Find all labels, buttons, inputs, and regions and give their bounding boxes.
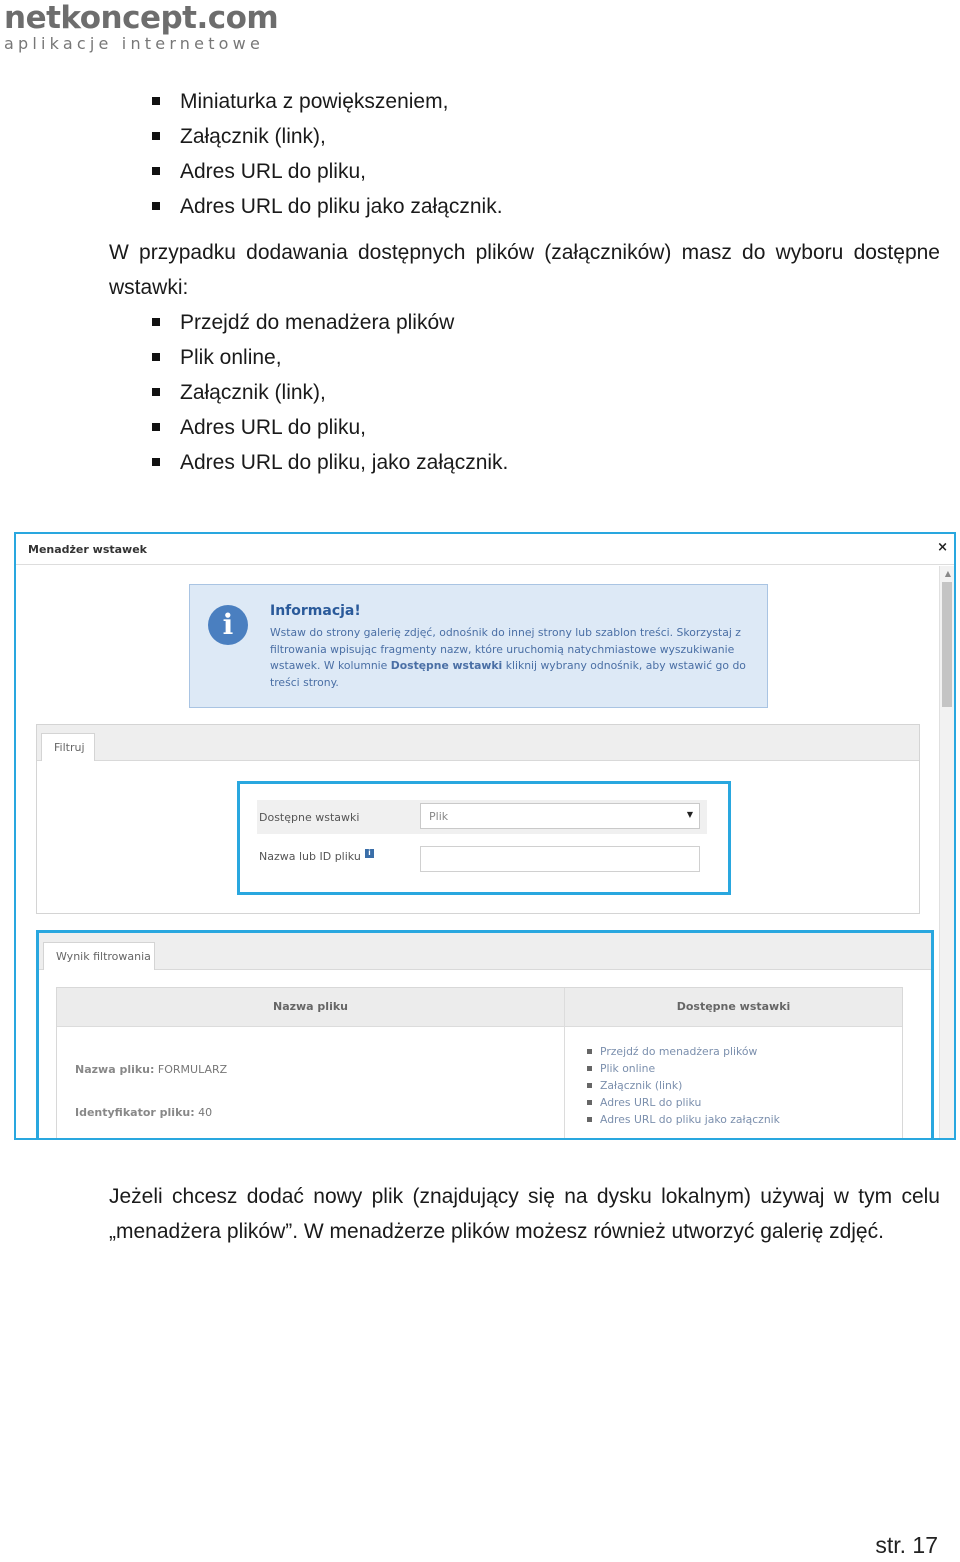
list-item: Adres URL do pliku, xyxy=(152,410,508,445)
results-table xyxy=(56,987,903,1139)
page-number: str. 17 xyxy=(875,1532,938,1558)
insert-links-list xyxy=(587,1043,780,1128)
list-item: Adres URL do pliku, xyxy=(152,154,503,189)
tab-results[interactable]: Wynik filtrowania xyxy=(43,942,155,970)
insert-options-list-images xyxy=(152,84,503,224)
list-item: Adres URL do pliku, jako załącznik. xyxy=(152,445,508,480)
column-header-file-name: Nazwa pliku xyxy=(57,988,565,1027)
filter-panel xyxy=(36,724,920,914)
file-name-id-label: Nazwa lub ID pliku xyxy=(259,850,361,863)
available-inserts-select[interactable] xyxy=(420,803,700,829)
tab-filter[interactable]: Filtruj xyxy=(41,733,95,761)
logo xyxy=(4,0,278,53)
available-inserts-label: Dostępne wstawki xyxy=(259,811,360,824)
dropdown-arrow-icon: ▼ xyxy=(686,810,693,819)
info-box xyxy=(189,584,768,708)
list-item: Adres URL do pliku jako załącznik. xyxy=(152,189,503,224)
insert-link[interactable]: Przejdź do menadżera plików xyxy=(587,1043,780,1060)
modal-titlebar xyxy=(16,534,954,565)
list-item: Załącznik (link), xyxy=(152,375,508,410)
insert-link[interactable]: Plik online xyxy=(587,1060,780,1077)
list-item: Przejdź do menadżera plików xyxy=(152,305,508,340)
filter-form xyxy=(237,781,731,895)
column-header-available-inserts: Dostępne wstawki xyxy=(565,988,902,1027)
list-item: Miniaturka z powiększeniem, xyxy=(152,84,503,119)
filter-tabbar xyxy=(37,725,919,761)
list-item: Plik online, xyxy=(152,340,508,375)
info-title: Informacja! xyxy=(270,603,361,619)
paragraph-file-manager: Jeżeli chcesz dodać nowy plik (znajdujący się na dysku lokalnym) używaj w tym celu „menadżera plików”. W menadżerze plików możesz również utworzyć galerię zdjęć. xyxy=(109,1185,940,1243)
file-name-cell: Nazwa pliku: FORMULARZ xyxy=(75,1063,228,1076)
scrollbar-thumb[interactable] xyxy=(942,582,952,707)
results-tabbar xyxy=(39,933,931,970)
help-icon[interactable]: i xyxy=(365,849,374,858)
modal-title: Menadżer wstawek xyxy=(28,543,147,556)
logo-subtitle: aplikacje internetowe xyxy=(4,34,264,53)
insert-manager-screenshot xyxy=(14,532,956,1140)
info-icon: i xyxy=(208,605,248,645)
paragraph-files-intro: W przypadku dodawania dostępnych plików (załączników) masz do wyboru dostępne wstawki: xyxy=(109,241,940,299)
results-panel xyxy=(36,930,934,1140)
close-icon[interactable]: × xyxy=(937,540,948,555)
select-value: Plik xyxy=(429,810,449,823)
file-id-cell: Identyfikator pliku: 40 xyxy=(75,1106,213,1119)
insert-link[interactable]: Załącznik (link) xyxy=(587,1077,780,1094)
list-item: Załącznik (link), xyxy=(152,119,503,154)
insert-link[interactable]: Adres URL do pliku xyxy=(587,1094,780,1111)
column-divider xyxy=(564,1026,565,1138)
logo-main-text: netkoncept.com xyxy=(4,0,279,36)
insert-options-list-files xyxy=(152,305,508,480)
info-text: Wstaw do strony galerię zdjęć, odnośnik do innej strony lub szablon treści. Skorzystaj z filtrowania wpisując fragmenty nazw, które uruchomią natychmiastowe wyszukiwanie wstawek. W kolumnie Dostępne wstawki kliknij wybrany odnośnik, aby wstawić go do treści strony. xyxy=(270,626,746,689)
insert-link[interactable]: Adres URL do pliku jako załącznik xyxy=(587,1111,780,1128)
file-name-id-input[interactable] xyxy=(420,846,700,872)
scroll-up-arrow-icon[interactable]: ▲ xyxy=(944,569,951,578)
